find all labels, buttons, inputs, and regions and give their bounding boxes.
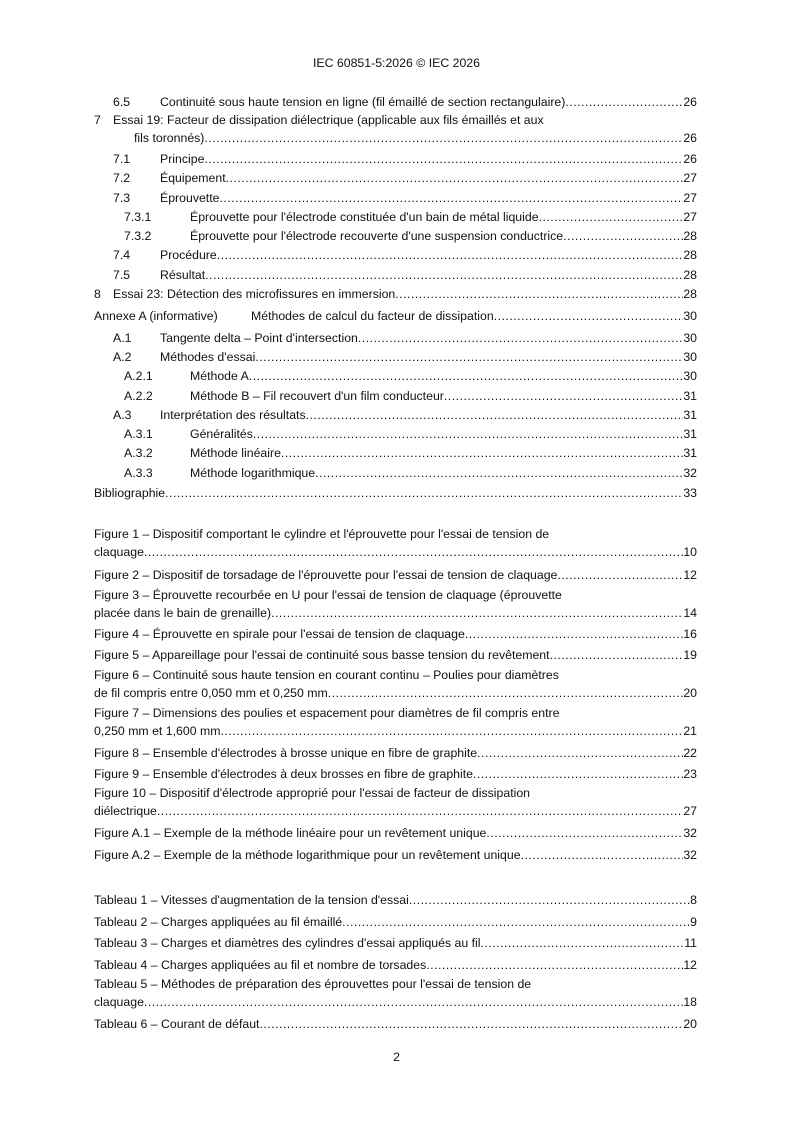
entry-title: claquage <box>94 995 144 1009</box>
entry-title: Tangente delta – Point d'intersection <box>160 331 358 345</box>
page-ref: 28 <box>683 287 697 301</box>
toc-entry-line <box>160 407 697 423</box>
leader-dots <box>539 209 684 225</box>
toc-entry-line <box>160 247 697 263</box>
toc-entry-line <box>190 445 697 461</box>
page-ref: 27 <box>683 804 697 818</box>
entry-title: Figure 5 – Appareillage pour l'essai de continuité sous basse tension du revêtement <box>94 648 550 662</box>
entry-title: Méthode linéaire <box>190 446 281 460</box>
toc-entry[interactable] <box>0 1016 793 1032</box>
toc-entry[interactable] <box>0 914 793 930</box>
entry-title: Figure A.1 – Exemple de la méthode linéaire pour un revêtement unique <box>94 826 487 840</box>
section-number: 7.1 <box>113 152 131 166</box>
toc-entry-line <box>160 190 697 206</box>
leader-dots <box>328 685 684 701</box>
leader-dots <box>486 825 683 841</box>
leader-dots <box>306 407 684 423</box>
entry-title: Figure 9 – Ensemble d'électrodes à deux brosses en fibre de graphite <box>94 767 473 781</box>
toc-entry[interactable] <box>0 368 793 384</box>
toc-entry[interactable] <box>0 445 793 461</box>
toc-entry[interactable] <box>0 892 793 908</box>
toc-entry-line <box>94 766 697 782</box>
leader-dots <box>473 766 683 782</box>
page-ref: 20 <box>683 686 697 700</box>
leader-dots <box>550 647 684 663</box>
toc-entry[interactable] <box>0 825 793 841</box>
toc-entry[interactable] <box>0 151 793 167</box>
leader-dots <box>358 330 683 346</box>
page-ref: 31 <box>683 446 697 460</box>
section-number: 7.3.1 <box>124 210 152 224</box>
toc-entry[interactable] <box>0 723 793 739</box>
toc-entry[interactable] <box>0 485 793 501</box>
toc-entry-line <box>94 745 697 761</box>
toc-entry-line <box>94 847 697 863</box>
toc-entry-line <box>94 803 697 819</box>
section-number: 7 <box>94 113 101 127</box>
leader-dots <box>565 94 683 110</box>
entry-title: Méthode A <box>190 369 249 383</box>
entry-title-continued: Figure 3 – Éprouvette recourbée en U pour l'essai de tension de claquage (éprouvette <box>94 588 562 602</box>
page-ref: 27 <box>683 210 697 224</box>
entry-title: fils toronnés) <box>134 131 205 145</box>
toc-entry-line <box>251 308 697 324</box>
leader-dots <box>409 892 690 908</box>
page-ref: 18 <box>683 995 697 1009</box>
section-number: 7.3.2 <box>124 229 152 243</box>
toc-entry[interactable] <box>0 626 793 642</box>
toc-entry-line <box>94 685 697 701</box>
entry-title: Éprouvette <box>160 191 220 205</box>
page-ref: 16 <box>683 627 697 641</box>
toc-entry[interactable] <box>0 349 793 365</box>
toc-entry-line <box>160 267 697 283</box>
toc-entry[interactable] <box>0 407 793 423</box>
section-number: A.3.2 <box>124 446 153 460</box>
leader-dots <box>249 368 684 384</box>
leader-dots <box>219 190 683 206</box>
toc-entry[interactable] <box>0 267 793 283</box>
leader-dots <box>226 170 684 186</box>
toc-entry[interactable] <box>0 308 793 324</box>
toc-entry-line <box>113 286 697 302</box>
entry-title: Méthodes d'essai <box>160 350 256 364</box>
toc-entry-line <box>94 723 697 739</box>
toc-entry-line <box>190 209 697 225</box>
page-ref: 11 <box>684 936 697 950</box>
entry-title: Tableau 4 – Charges appliquées au fil et nombre de torsades <box>94 958 427 972</box>
toc-entry[interactable] <box>0 465 793 481</box>
entry-title: Éprouvette pour l'électrode recouverte d'une suspension conductrice <box>190 229 564 243</box>
toc-entry-line <box>160 170 697 186</box>
toc-entry[interactable] <box>0 647 793 663</box>
toc-entry-line <box>160 349 697 365</box>
page-ref: 9 <box>690 915 697 929</box>
entry-title-continued: Figure 6 – Continuité sous haute tension en courant continu – Poulies pour diamètres <box>94 668 559 682</box>
leader-dots <box>165 485 683 501</box>
entry-title: Équipement <box>160 171 226 185</box>
entry-title-continued: Figure 10 – Dispositif d'électrode approprié pour l'essai de facteur de dissipation <box>94 786 531 800</box>
entry-title: de fil compris entre 0,050 mm et 0,250 mm <box>94 686 328 700</box>
toc-entry-line <box>160 151 697 167</box>
entry-title-continued: Tableau 5 – Méthodes de préparation des éprouvettes pour l'essai de tension de <box>94 977 532 991</box>
toc-entry-line <box>190 228 697 244</box>
section-number: A.2 <box>113 350 132 364</box>
section-number: 7.5 <box>113 268 131 282</box>
leader-dots <box>481 935 685 951</box>
page-ref: 20 <box>683 1017 697 1031</box>
toc-entry[interactable] <box>0 544 793 560</box>
leader-dots <box>217 247 684 263</box>
entry-title: 0,250 mm et 1,600 mm <box>94 724 221 738</box>
toc-entry[interactable] <box>0 286 793 302</box>
leader-dots <box>342 914 690 930</box>
page-ref: 33 <box>683 486 697 500</box>
page-ref: 30 <box>683 309 697 323</box>
leader-dots <box>557 567 683 583</box>
entry-title: Méthode logarithmique <box>190 466 316 480</box>
section-number: 7.2 <box>113 171 131 185</box>
entry-title: Résultat <box>160 268 206 282</box>
page-ref: 28 <box>683 248 697 262</box>
page-ref: 14 <box>683 606 697 620</box>
section-number: A.1 <box>113 331 132 345</box>
toc-entry-line <box>190 426 697 442</box>
page-ref: 22 <box>683 746 697 760</box>
entry-title: claquage <box>94 545 144 559</box>
toc-entry[interactable] <box>0 209 793 225</box>
toc-entry-line <box>94 544 697 560</box>
section-number: 6.5 <box>113 95 131 109</box>
leader-dots <box>477 745 683 761</box>
section-number: 7.4 <box>113 248 131 262</box>
toc-entry-line <box>94 914 697 930</box>
leader-dots <box>444 388 683 404</box>
leader-dots <box>253 426 683 442</box>
leader-dots <box>271 605 683 621</box>
toc-entry-line <box>94 957 697 973</box>
entry-title: Généralités <box>190 427 253 441</box>
leader-dots <box>144 994 683 1010</box>
toc-entry[interactable] <box>0 803 793 819</box>
entry-title: Méthode B – Fil recouvert d'un film conducteur <box>190 389 444 403</box>
entry-title: Figure 2 – Dispositif de torsadage de l'éprouvette pour l'essai de tension de claquage <box>94 568 558 582</box>
toc-entry[interactable] <box>0 745 793 761</box>
entry-title: Essai 23: Détection des microfissures en immersion <box>113 287 396 301</box>
leader-dots <box>563 228 683 244</box>
section-number: Annexe A (informative) <box>94 309 218 323</box>
entry-title: placée dans le bain de grenaille) <box>94 606 272 620</box>
page-header: IEC 60851-5:2026 © IEC 2026 <box>313 56 480 70</box>
entry-title: Figure 4 – Éprouvette en spirale pour l'essai de tension de claquage <box>94 627 465 641</box>
toc-entry-line <box>160 94 697 110</box>
toc-entry-line <box>134 130 697 146</box>
page-ref: 26 <box>683 131 697 145</box>
entry-title: Éprouvette pour l'électrode constituée d'un bain de métal liquide <box>190 210 539 224</box>
entry-title: diélectrique <box>94 804 157 818</box>
page-ref: 31 <box>683 427 697 441</box>
entry-title-continued: Essai 19: Facteur de dissipation diélectrique (applicable aux fils émaillés et aux <box>113 113 544 127</box>
toc-entry-line <box>94 935 697 951</box>
leader-dots <box>255 349 683 365</box>
page-ref: 26 <box>683 152 697 166</box>
toc-entry[interactable] <box>0 685 793 701</box>
entry-title: Tableau 6 – Courant de défaut <box>94 1017 260 1031</box>
leader-dots <box>494 308 684 324</box>
toc-entry[interactable] <box>0 605 793 621</box>
toc-entry[interactable] <box>0 847 793 863</box>
page-ref: 26 <box>683 95 697 109</box>
leader-dots <box>144 544 683 560</box>
toc-entry-line <box>94 994 697 1010</box>
page-ref: 8 <box>690 893 697 907</box>
toc-entry-line <box>94 485 697 501</box>
entry-title: Tableau 2 – Charges appliquées au fil émaillé <box>94 915 343 929</box>
entry-title: Tableau 3 – Charges et diamètres des cylindres d'essai appliqués au fil <box>94 936 481 950</box>
page-ref: 10 <box>683 545 697 559</box>
toc-entry-line <box>190 465 697 481</box>
page-ref: 28 <box>683 229 697 243</box>
leader-dots <box>157 803 683 819</box>
toc-entry[interactable] <box>0 766 793 782</box>
page-ref: 32 <box>683 466 697 480</box>
leader-dots <box>204 151 683 167</box>
page-ref: 12 <box>683 958 697 972</box>
leader-dots <box>395 286 683 302</box>
page-ref: 30 <box>683 369 697 383</box>
leader-dots <box>315 465 683 481</box>
leader-dots <box>281 445 683 461</box>
section-number: 8 <box>94 287 101 301</box>
toc-entry-line <box>94 892 697 908</box>
leader-dots <box>521 847 684 863</box>
toc-entry[interactable] <box>0 228 793 244</box>
toc-entry[interactable] <box>0 935 793 951</box>
toc-entry-line <box>94 825 697 841</box>
entry-title: Figure 8 – Ensemble d'électrodes à brosse unique en fibre de graphite <box>94 746 478 760</box>
toc-entry[interactable] <box>0 330 793 346</box>
section-number: A.3 <box>113 408 132 422</box>
page-ref: 27 <box>683 191 697 205</box>
toc-entry[interactable] <box>0 388 793 404</box>
page-ref: 32 <box>683 826 697 840</box>
toc-entry[interactable] <box>0 994 793 1010</box>
toc-entry-line <box>94 1016 697 1032</box>
page-ref: 31 <box>683 408 697 422</box>
page-ref: 30 <box>683 350 697 364</box>
entry-title: Continuité sous haute tension en ligne (fil émaillé de section rectangulaire) <box>160 95 566 109</box>
entry-title-continued: Figure 1 – Dispositif comportant le cylindre et l'éprouvette pour l'essai de tension de <box>94 527 550 541</box>
page-ref: 27 <box>683 171 697 185</box>
leader-dots <box>220 723 683 739</box>
toc-entry[interactable] <box>0 190 793 206</box>
section-number: A.2.1 <box>124 369 153 383</box>
leader-dots <box>465 626 684 642</box>
toc-entry-line <box>190 388 697 404</box>
toc-entry-line <box>94 626 697 642</box>
page-ref: 12 <box>683 568 697 582</box>
entry-title: Méthodes de calcul du facteur de dissipation <box>251 309 494 323</box>
page-ref: 32 <box>683 848 697 862</box>
page-ref: 31 <box>683 389 697 403</box>
leader-dots <box>426 957 683 973</box>
page-ref: 28 <box>683 268 697 282</box>
section-number: 7.3 <box>113 191 131 205</box>
leader-dots <box>259 1016 683 1032</box>
leader-dots <box>205 267 683 283</box>
page-ref: 21 <box>683 724 697 738</box>
entry-title: Interprétation des résultats <box>160 408 306 422</box>
entry-title: Tableau 1 – Vitesses d'augmentation de la tension d'essai <box>94 893 409 907</box>
entry-title: Figure A.2 – Exemple de la méthode logarithmique pour un revêtement unique <box>94 848 521 862</box>
section-number: A.3.1 <box>124 427 153 441</box>
section-number: A.2.2 <box>124 389 153 403</box>
toc-entry-line <box>94 605 697 621</box>
leader-dots <box>204 130 683 146</box>
toc-entry-line <box>190 368 697 384</box>
toc-entry[interactable] <box>0 170 793 186</box>
toc-entry[interactable] <box>0 957 793 973</box>
entry-title: Bibliographie <box>94 486 166 500</box>
page-ref: 30 <box>683 331 697 345</box>
entry-title-continued: Figure 7 – Dimensions des poulies et espacement pour diamètres de fil compris entre <box>94 706 560 720</box>
toc-entry-line <box>94 567 697 583</box>
toc-entry[interactable] <box>0 567 793 583</box>
section-number: A.3.3 <box>124 466 153 480</box>
page-ref: 19 <box>683 648 697 662</box>
page-ref: 23 <box>683 767 697 781</box>
toc-entry[interactable] <box>0 426 793 442</box>
toc-entry-line <box>160 330 697 346</box>
entry-title: Procédure <box>160 248 217 262</box>
toc-entry[interactable] <box>0 94 793 110</box>
entry-title: Principe <box>160 152 205 166</box>
page-number: 2 <box>393 1050 400 1064</box>
toc-entry-line <box>94 647 697 663</box>
toc-entry[interactable] <box>0 247 793 263</box>
